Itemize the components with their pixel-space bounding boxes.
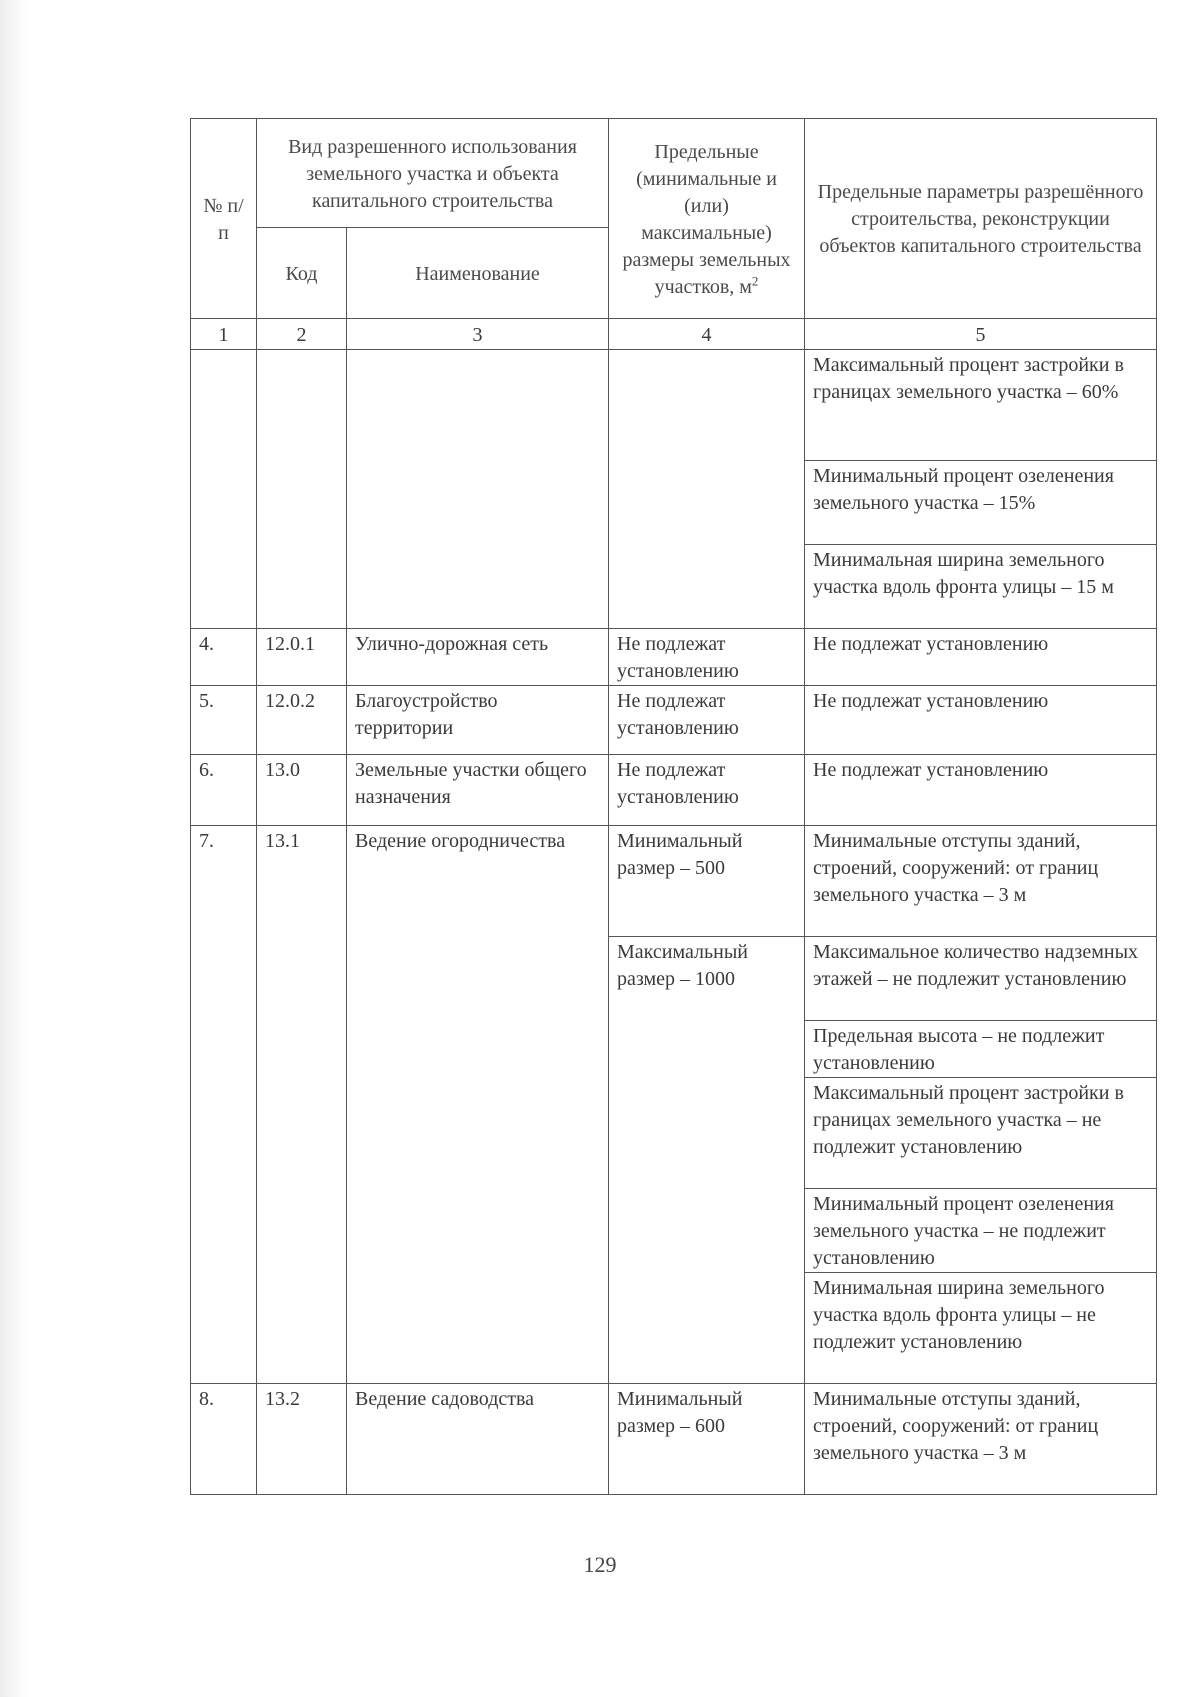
header-code: Код: [257, 228, 347, 319]
cell-code: 12.0.1: [257, 629, 347, 686]
cell-name: Улично-дорожная сеть: [347, 629, 609, 686]
cell-code: 12.0.2: [257, 686, 347, 755]
table-row-continued: [191, 350, 1157, 461]
cell-name: [347, 350, 609, 629]
cell-name: Ведение садоводства: [347, 1384, 609, 1495]
cell-parameter: Минимальный процент озеленения земельного участка – 15%: [805, 461, 1157, 545]
scan-edge-shadow: [0, 0, 28, 1697]
cell-name: Земельные участки общего назначения: [347, 755, 609, 826]
cell-parameter: Не подлежат установлению: [805, 686, 1157, 755]
cell-number: 7.: [191, 826, 257, 1384]
cell-size: Не подлежат установлению: [609, 629, 805, 686]
column-number: 2: [257, 319, 347, 350]
cell-size: Максимальный размер – 1000: [609, 937, 805, 1384]
cell-code: 13.1: [257, 826, 347, 1384]
cell-size: Минимальный размер – 500: [609, 826, 805, 937]
land-use-table: [190, 118, 1157, 1495]
cell-parameter: Минимальные отступы зданий, строений, сооружений: от границ земельного участка – 3 м: [805, 826, 1157, 937]
cell-size: Не подлежат установлению: [609, 755, 805, 826]
header-number: № п/п: [191, 119, 257, 319]
cell-code: 13.0: [257, 755, 347, 826]
column-number: 1: [191, 319, 257, 350]
column-number: 4: [609, 319, 805, 350]
cell-number: 4.: [191, 629, 257, 686]
header-name: Наименование: [347, 228, 609, 319]
cell-parameter: Предельная высота – не подлежит установлению: [805, 1021, 1157, 1078]
cell-size: Не подлежат установлению: [609, 686, 805, 755]
header-row-top: [191, 119, 1157, 228]
cell-size: [609, 350, 805, 629]
column-number: 3: [347, 319, 609, 350]
cell-code: [257, 350, 347, 629]
cell-name: Благоустройство территории: [347, 686, 609, 755]
cell-code: 13.2: [257, 1384, 347, 1495]
cell-number: 8.: [191, 1384, 257, 1495]
table-row: [191, 755, 1157, 826]
header-parameters: Предельные параметры разрешённого строительства, реконструкции объектов капитального строительства: [805, 119, 1157, 319]
table-row: [191, 826, 1157, 937]
cell-parameter: Минимальные отступы зданий, строений, сооружений: от границ земельного участка – 3 м: [805, 1384, 1157, 1495]
header-plot-size-superscript: 2: [751, 272, 759, 288]
table-row: [191, 686, 1157, 755]
cell-parameter: Минимальная ширина земельного участка вдоль фронта улицы – не подлежит установлению: [805, 1273, 1157, 1384]
cell-parameter: Максимальный процент застройки в границах земельного участка – 60%: [805, 350, 1157, 461]
table-row: [191, 1384, 1157, 1495]
header-use-type: Вид разрешенного использования земельного участка и объекта капитального строительства: [257, 119, 609, 228]
cell-parameter: Максимальный процент застройки в границах земельного участка – не подлежит установлению: [805, 1078, 1157, 1189]
cell-size: Минимальный размер – 600: [609, 1384, 805, 1495]
cell-parameter: Максимальное количество надземных этажей – не подлежит установлению: [805, 937, 1157, 1021]
cell-parameter: Не подлежат установлению: [805, 755, 1157, 826]
cell-number: 5.: [191, 686, 257, 755]
cell-number: 6.: [191, 755, 257, 826]
table-row: [191, 629, 1157, 686]
header-plot-size-text: Предельные (минимальные и (или) максимальные) размеры земельных участков, м: [622, 140, 791, 298]
cell-parameter: Минимальная ширина земельного участка вдоль фронта улицы – 15 м: [805, 545, 1157, 629]
cell-number: [191, 350, 257, 629]
cell-parameter: Не подлежат установлению: [805, 629, 1157, 686]
column-number: 5: [805, 319, 1157, 350]
header-plot-size: [609, 119, 805, 319]
cell-name: Ведение огородничества: [347, 826, 609, 1384]
column-number-row: [191, 319, 1157, 350]
page-number: 129: [583, 1552, 617, 1577]
cell-parameter: Минимальный процент озеленения земельного участка – не подлежит установлению: [805, 1189, 1157, 1273]
